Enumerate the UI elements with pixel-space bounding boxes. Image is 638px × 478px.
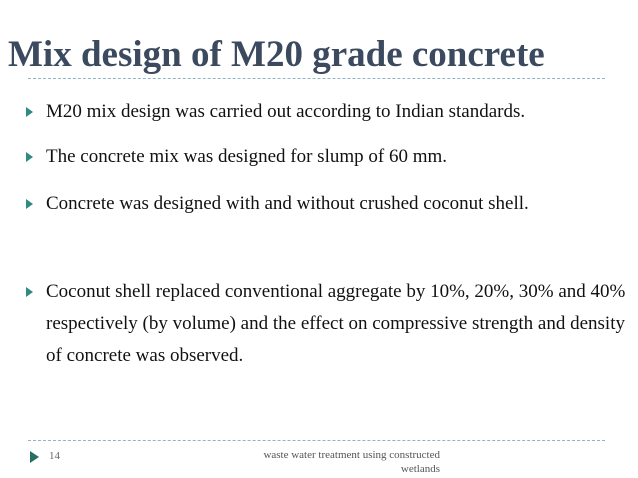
title-divider: [28, 78, 605, 79]
footer-text: waste water treatment using constructed wetlands: [263, 449, 440, 475]
bullet-item: [26, 141, 626, 173]
footer-divider: [28, 440, 605, 441]
bullet-text: M20 mix design was carried out according to Indian standards.: [46, 101, 526, 122]
triangle-right-icon: [30, 451, 39, 463]
bullet-item: [26, 276, 626, 372]
page-number: 14: [49, 450, 60, 462]
bullet-text: The concrete mix was designed for slump of 60 mm.: [46, 146, 448, 167]
bullet-item: [26, 96, 626, 128]
bullet-text: Coconut shell replaced conventional aggregate by 10%, 20%, 30% and 40% respectively (by volume) and the effect on compressive strength and density of concrete was observed.: [46, 281, 626, 366]
triangle-right-icon: [26, 152, 33, 162]
triangle-right-icon: [26, 199, 33, 209]
bullet-item: [26, 188, 596, 220]
triangle-right-icon: [26, 107, 33, 117]
bullet-text: Concrete was designed with and without crushed coconut shell.: [46, 193, 529, 214]
triangle-right-icon: [26, 287, 33, 297]
slide-title: Mix design of M20 grade concrete: [8, 34, 545, 75]
